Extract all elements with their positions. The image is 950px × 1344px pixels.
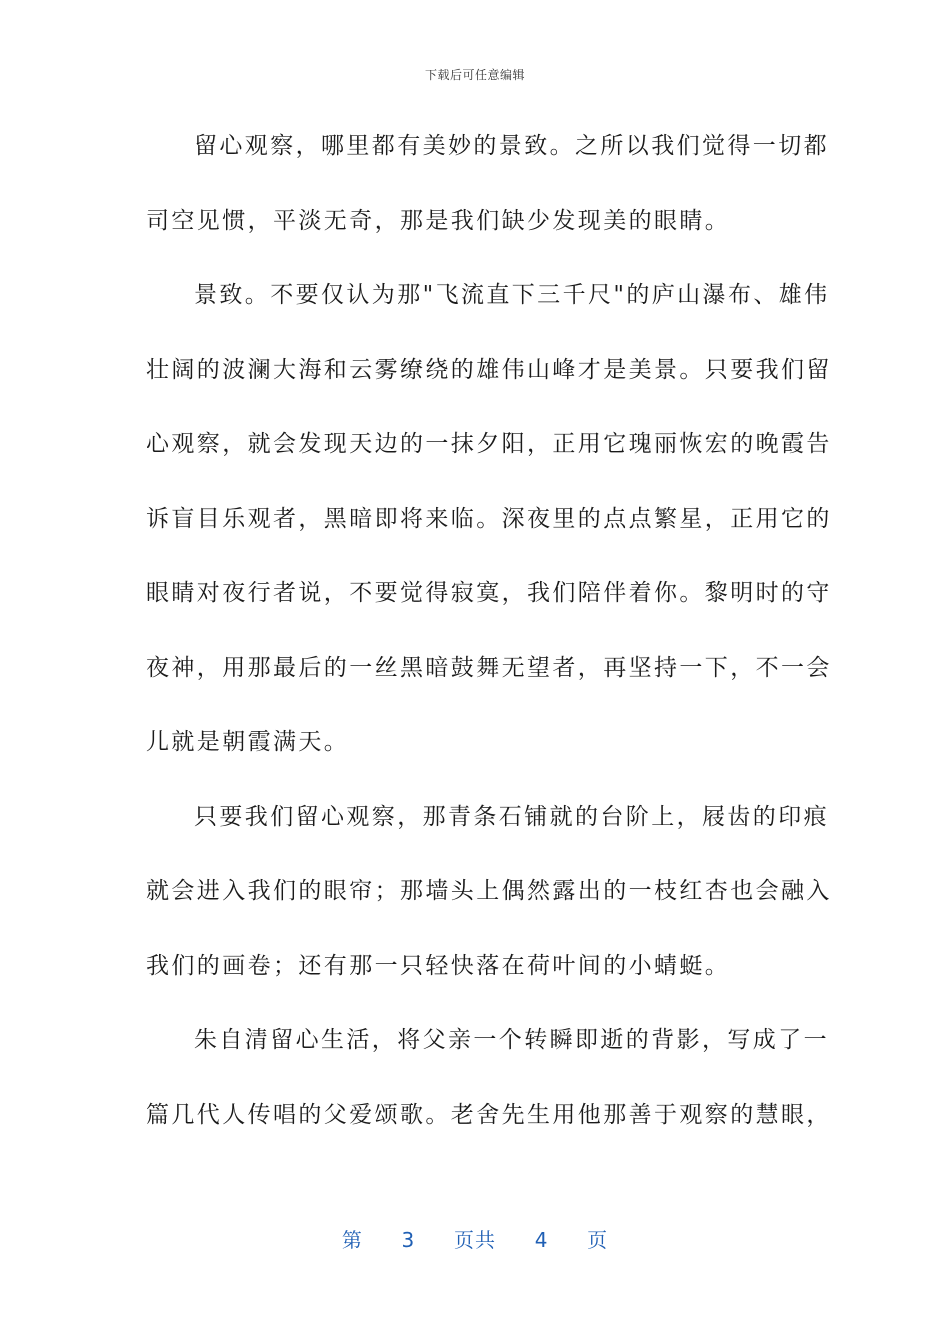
text-line: 就会进入我们的眼帘；那墙头上偶然露出的一枝红杏也会融入 [146, 878, 832, 904]
text-line: 诉盲目乐观者，黑暗即将来临。深夜里的点点繁星，正用它的 [146, 505, 832, 532]
text-line: 景致。不要仅认为那"飞流直下三千尺"的庐山瀑布、雄伟 [194, 282, 830, 308]
text-line: 壮阔的波澜大海和云雾缭绕的雄伟山峰才是美景。只要我们留 [146, 356, 832, 383]
text-line: 司空见惯，平淡无奇，那是我们缺少发现美的眼睛。 [146, 207, 731, 234]
text-line: 朱自清留心生活，将父亲一个转瞬即逝的背影，写成了一 [194, 1027, 829, 1053]
text-line: 心观察，就会发现天边的一抹夕阳，正用它瑰丽恢宏的晚霞告 [146, 431, 832, 457]
footer-prefix: 第 [341, 1228, 363, 1252]
text-line: 儿就是朝霞满天。 [146, 729, 350, 755]
footer-suffix: 页 [587, 1228, 609, 1252]
text-line: 只要我们留心观察，那青条石铺就的台阶上，屐齿的印痕 [194, 803, 829, 830]
text-line: 篇几代人传唱的父爱颂歌。老舍先生用他那善于观察的慧眼， [146, 1101, 832, 1128]
total-pages-number: 4 [534, 1228, 549, 1252]
text-line: 夜神，用那最后的一丝黑暗鼓舞无望者，再坚持一下，不一会 [146, 654, 832, 681]
text-line: 我们的画卷；还有那一只轻快落在荷叶间的小蜻蜓。 [146, 952, 731, 979]
footer-middle: 页共 [454, 1228, 496, 1252]
document-body [146, 121, 832, 1164]
text-line: 眼睛对夜行者说，不要觉得寂寞，我们陪伴着你。黎明时的守 [146, 580, 832, 606]
current-page-number: 3 [401, 1228, 416, 1252]
page-header-note: 下载后可任意编辑 [424, 68, 525, 82]
page-footer [0, 1224, 950, 1253]
text-line: 留心观察，哪里都有美妙的景致。之所以我们觉得一切都 [194, 133, 829, 159]
